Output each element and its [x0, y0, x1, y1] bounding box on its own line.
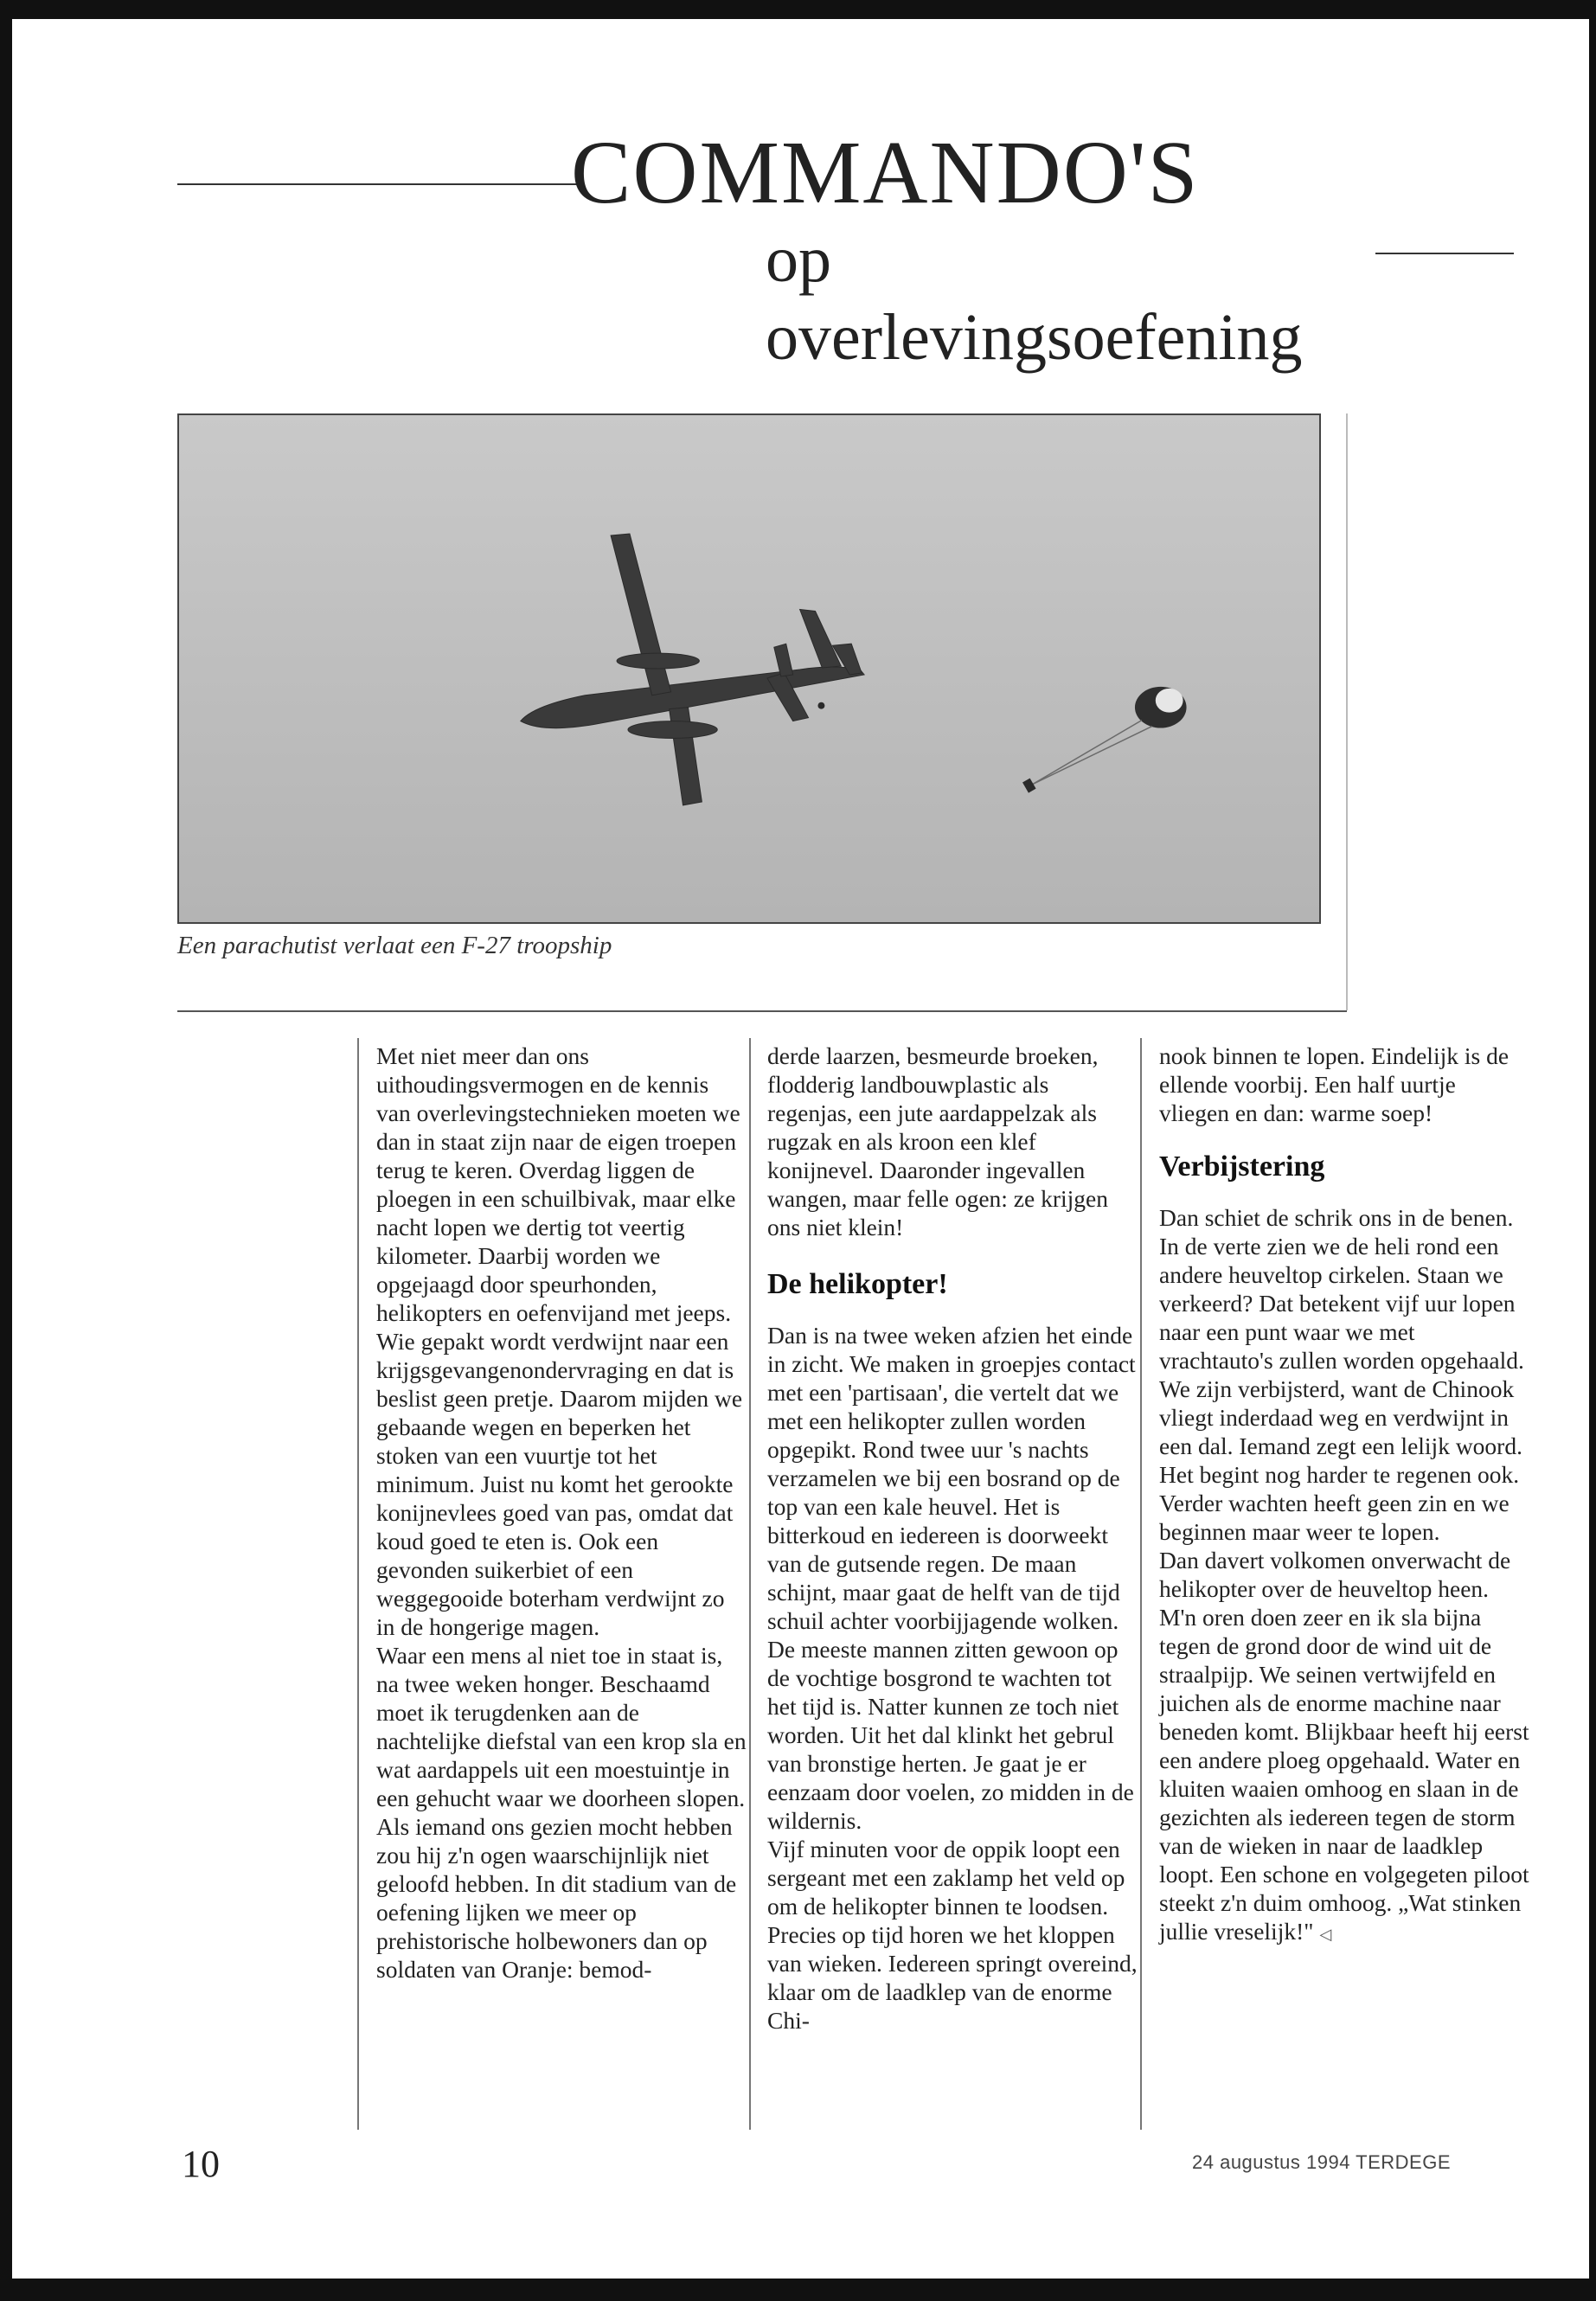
photo-aircraft-parachutist [177, 413, 1321, 924]
column2-paragraph: derde laarzen, besmeurde broeken, flodderig landbouwplastic als regenjas, een jute aardappelzak als rugzak en als kroon een klef konijnevel. Daaronder ingevallen wangen, maar felle ogen: ze krijgen ons niet klein! [767, 1042, 1108, 1240]
article-column-1 [376, 1042, 748, 1984]
section-heading-verbijstering: Verbijstering [1159, 1150, 1325, 1183]
column3-final-text: Dan davert volkomen onverwacht de helikopter over de heuveltop heen. M'n oren doen zeer en ik sla bijna tegen de grond door de wind uit de straalpijp. We seinen vertwijfeld en juichen als de enorme machine naar beneden komt. Blijkbaar heeft hij eerst een andere ploeg opgehaald. Water en kluiten waaien omhoog en slaan in de gezichten als iedereen tegen de storm van de wieken in naar de laadklep loopt. Een schone en volgegeten piloot steekt z'n duim omhoog. „Wat stinken jullie vreselijk!" [1159, 1547, 1529, 1945]
column-rule-1 [357, 1038, 359, 2130]
aircraft-illustration [521, 534, 864, 805]
column1-paragraph: Waar een mens al niet toe in staat is, na twee weken honger. Beschaamd moet ik terugdenken aan de nachtelijke diefstal van een krop sla en wat aardappels uit een moestuintje in een gehucht waar we doorheen slopen. Als iemand ons gezien mocht hebben zou hij z'n ogen waarschijnlijk niet geloofd hebben. In dit stadium van de oefening lijken we meer op prehistorische holbewoners dan op soldaten van Oranje: bemod- [376, 1642, 747, 1983]
article-subtitle: op overlevingsoefening [766, 223, 1303, 374]
end-of-article-icon: ◁ [1319, 1926, 1332, 1943]
photo-caption: Een parachutist verlaat een F-27 troopship [177, 932, 612, 959]
article-title: COMMANDO'S [571, 123, 1200, 222]
section-divider [177, 1010, 1347, 1012]
column3-paragraph: nook binnen te lopen. Eindelijk is de ellende voorbij. Een half uurtje vliegen en dan: warme soep! [1159, 1042, 1509, 1126]
article-column-3 [1159, 1042, 1531, 1949]
column1-paragraph: Met niet meer dan ons uithoudingsvermogen en de kennis van overlevingstechnieken moeten we dan in staat zijn naar de eigen troepen terug te keren. Overdag liggen de ploegen in een schuilbivak, maar elke nacht lopen we dertig tot veertig kilometer. Daarbij worden we opgejaagd door speurhonden, helikopters en oefenvijand met jeeps. Wie gepakt wordt verdwijnt naar een krijgsgevangenondervraging en dat is beslist geen pretje. Daarom mijden we gebaande wegen en beperken het stoken van een vuurtje tot het minimum. Juist nu komt het gerookte konijnevlees goed van pas, omdat dat koud goed te eten is. Ook een gevonden suikerbiet of een weggegooide boterham verdwijnt zo in de hongerige magen. [376, 1042, 743, 1640]
column2-paragraph: Vijf minuten voor de oppik loopt een sergeant met een zaklamp het veld op om de helikopter binnen te loodsen. Precies op tijd horen we het kloppen van wieken. Iedereen springt overeind, klaar om de laadklep van de enorme Chi- [767, 1836, 1138, 2034]
article-column-2 [767, 1042, 1139, 2035]
issue-footer: 24 augustus 1994 TERDEGE [1192, 2151, 1451, 2173]
title-rule-right [1375, 253, 1514, 254]
section-heading-helikopter: De helikopter! [767, 1268, 948, 1300]
parachutist-illustration [817, 687, 1186, 793]
page-number: 10 [182, 2143, 220, 2185]
column3-paragraph: Dan schiet de schrik ons in de benen. In de verte zien we de heli rond een andere heuveltop cirkelen. Staan we verkeerd? Dat betekent vijf uur lopen naar een punt waar we met vrachtauto's zullen worden opgehaald. We zijn verbijsterd, want de Chinook vliegt inderdaad weg en verdwijnt in een dal. Iemand zegt een lelijk woord. Het begint nog harder te regenen ook. Verder wachten heeft geen zin en we beginnen maar weer te lopen. [1159, 1204, 1524, 1545]
column3-paragraph [1159, 1546, 1531, 1949]
column-rule-2 [749, 1038, 751, 2130]
title-rule-left [177, 183, 580, 185]
column-rule-3 [1140, 1038, 1142, 2130]
column2-paragraph: Dan is na twee weken afzien het einde in zicht. We maken in groepjes contact met een 'partisaan', die vertelt dat we met een helikopter zullen worden opgepikt. Rond twee uur 's nachts verzamelen we bij een bosrand op de top van een kale heuvel. Het is bitterkoud en iedereen is doorweekt van de gutsende regen. De maan schijnt, maar gaat de helft van de tijd schuil achter voorbijjagende wolken. De meeste mannen zitten gewoon op de vochtige bosgrond te wachten tot het tijd is. Natter kunnen ze toch niet worden. Uit het dal klinkt het gebrul van bronstige herten. Je gaat je er eenzaam door voelen, zo midden in de wildernis. [767, 1322, 1136, 1834]
photo-side-rule [1346, 413, 1348, 1010]
